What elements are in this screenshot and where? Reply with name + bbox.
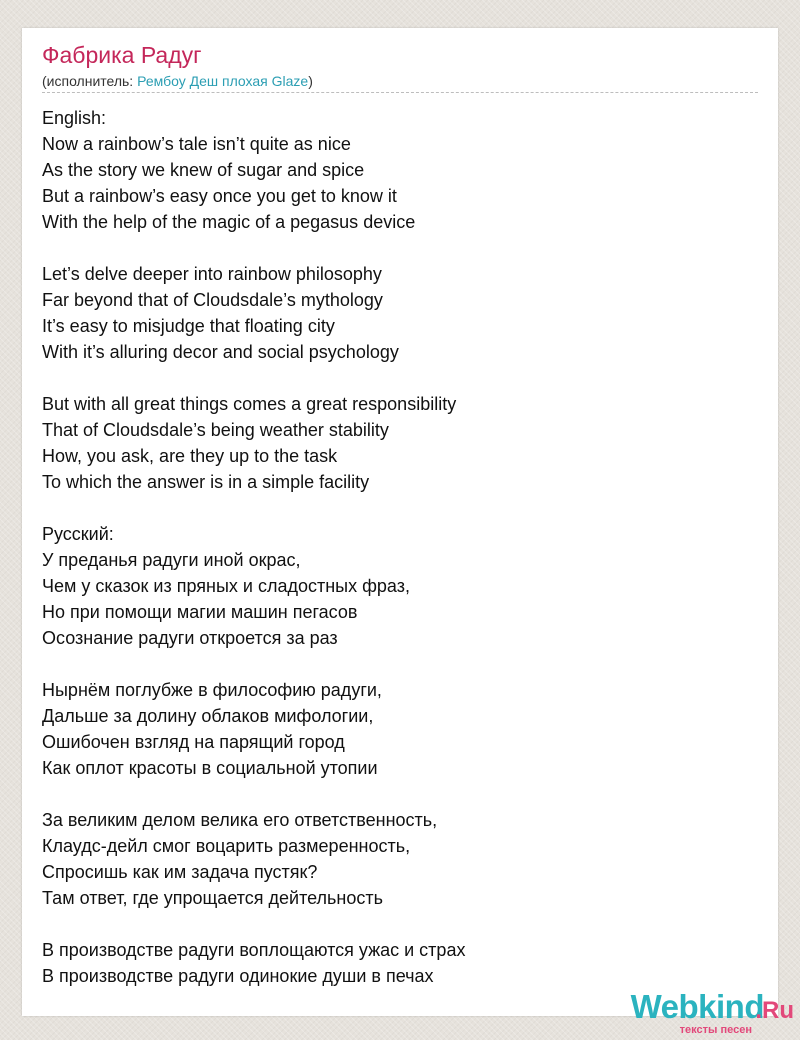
lyrics-line: Far beyond that of Cloudsdale’s mythology <box>42 290 383 310</box>
lyrics-line: У преданья радуги иной окрас, <box>42 550 301 570</box>
lyrics-line: English: <box>42 108 107 128</box>
artist-line <box>42 73 313 89</box>
lyrics-card <box>22 28 778 1016</box>
lyrics-line: How, you ask, are they up to the task <box>42 446 338 466</box>
lyrics-blank-line <box>42 651 758 677</box>
lyrics-line: With the help of the magic of a pegasus device <box>42 212 416 232</box>
lyrics-text <box>42 105 758 989</box>
lyrics-blank-line <box>42 235 758 261</box>
lyrics-line: Но при помощи магии машин пегасов <box>42 602 358 622</box>
lyrics-line: Клаудс-дейл смог воцарить размеренность, <box>42 836 411 856</box>
logo-domain: .Ru <box>755 997 794 1024</box>
lyrics-line: Там ответ, где упрощается дейтельность <box>42 888 383 908</box>
lyrics-line: Now a rainbow’s tale isn’t quite as nice <box>42 134 351 154</box>
lyrics-line: В производстве радуги одинокие души в печах <box>42 966 434 986</box>
lyrics-line: Осознание радуги откроется за раз <box>42 628 338 648</box>
song-title: Фабрика Радуг <box>42 42 202 68</box>
lyrics-line: Чем у сказок из пряных и сладостных фраз, <box>42 576 410 596</box>
lyrics-line: Дальше за долину облаков мифологии, <box>42 706 374 726</box>
lyrics-line: Как оплот красоты в социальной утопии <box>42 758 378 778</box>
lyrics-line: Спросишь как им задача пустяк? <box>42 862 318 882</box>
lyrics-line: It’s easy to misjudge that floating city <box>42 316 335 336</box>
lyrics-blank-line <box>42 911 758 937</box>
lyrics-line: За великим делом велика его ответственность, <box>42 810 438 830</box>
artist-suffix: ) <box>308 73 313 89</box>
lyrics-blank-line <box>42 781 758 807</box>
lyrics-line: As the story we knew of sugar and spice <box>42 160 365 180</box>
lyrics-line: But a rainbow’s easy once you get to know it <box>42 186 397 206</box>
lyrics-line: В производстве радуги воплощаются ужас и страх <box>42 940 466 960</box>
title-divider <box>42 92 758 93</box>
lyrics-line: Нырнём поглубже в философию радуги, <box>42 680 382 700</box>
lyrics-line: With it’s alluring decor and social psychology <box>42 342 399 362</box>
lyrics-line: That of Cloudsdale’s being weather stability <box>42 420 389 440</box>
lyrics-line: Let’s delve deeper into rainbow philosophy <box>42 264 382 284</box>
lyrics-line: Ошибочен взгляд на парящий город <box>42 732 345 752</box>
logo-tagline: тексты песен <box>679 1024 752 1036</box>
logo-wordmark: Webkind <box>630 988 764 1025</box>
lyrics-blank-line <box>42 365 758 391</box>
artist-prefix: (исполнитель: <box>42 73 138 89</box>
webkind-logo[interactable] <box>594 988 794 1036</box>
artist-link[interactable]: Рембоу Деш плохая Glaze <box>137 73 309 89</box>
lyrics-line: Русский: <box>42 524 114 544</box>
lyrics-line: But with all great things comes a great responsibility <box>42 394 457 414</box>
lyrics-blank-line <box>42 495 758 521</box>
lyrics-line: To which the answer is in a simple facility <box>42 472 370 492</box>
